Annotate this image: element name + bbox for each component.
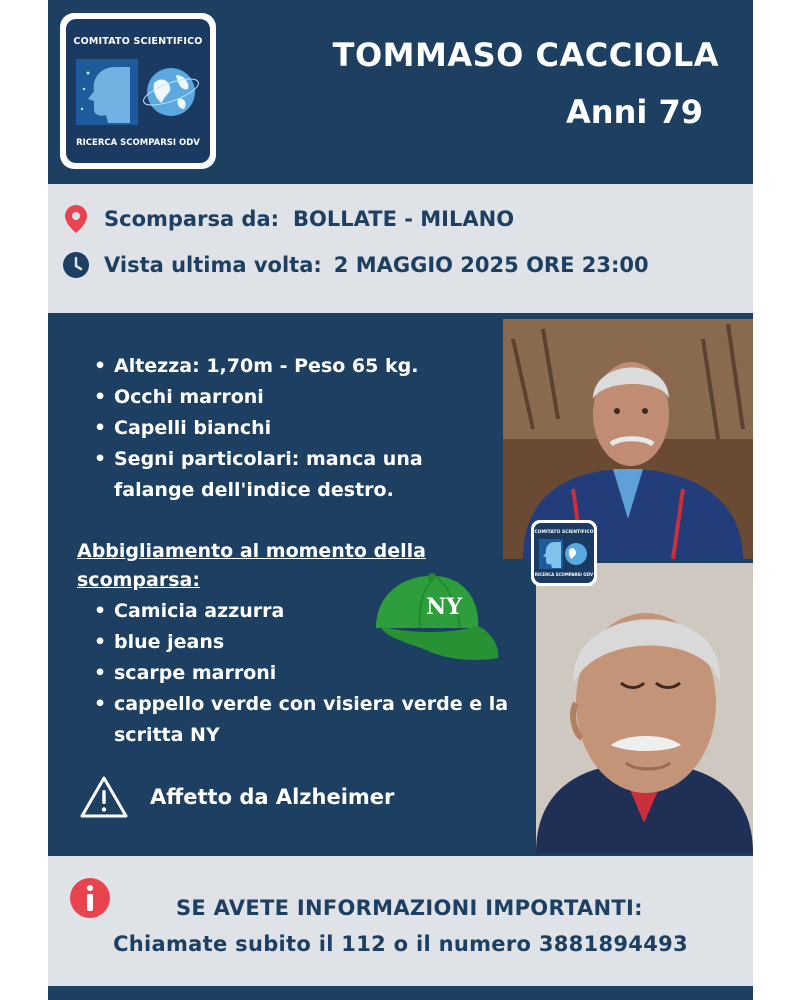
logo-top-text: COMITATO SCIENTIFICO <box>534 530 594 535</box>
clothing-title: Abbigliamento al momento della scomparsa: <box>77 540 426 591</box>
list-item: • Altezza: 1,70m - Peso 65 kg. <box>94 351 474 382</box>
organization-logo-small <box>531 520 597 586</box>
missing-person-poster <box>48 0 753 1000</box>
contact-heading: SE AVETE INFORMAZIONI IMPORTANTI: <box>176 896 643 920</box>
person-name: TOMMASO CACCIOLA <box>332 36 719 74</box>
list-item: • blue jeans <box>94 627 514 658</box>
person-photo-2 <box>536 563 753 853</box>
clock-icon <box>62 251 90 279</box>
list-item: • scarpe marroni <box>94 658 514 689</box>
place-label: Scomparsa da: <box>104 207 280 231</box>
person-age: Anni 79 <box>566 93 703 131</box>
last-seen-label: Vista ultima volta: <box>104 253 322 277</box>
last-seen-value: 2 MAGGIO 2025 ORE 23:00 <box>333 253 649 277</box>
warning-icon <box>80 775 128 819</box>
info-icon <box>70 878 110 918</box>
list-item: • Capelli bianchi <box>94 413 474 444</box>
ai-face-icon <box>76 59 138 125</box>
list-item: • Segni particolari: manca una falange dell'indice destro. <box>94 444 474 506</box>
details-panel <box>48 313 753 856</box>
baseball-cap-icon <box>366 568 502 678</box>
poster-header <box>48 0 753 184</box>
list-item: • Occhi marroni <box>94 382 474 413</box>
medical-note-text: Affetto da Alzheimer <box>150 785 395 809</box>
globe-icon <box>140 59 202 125</box>
organization-logo <box>60 13 216 169</box>
contact-line: Chiamate subito il 112 o il numero 3881894493 <box>113 932 688 956</box>
medical-note <box>80 775 394 819</box>
location-pin-icon <box>62 205 90 233</box>
list-item: • Camicia azzurra <box>94 596 514 627</box>
logo-bottom-text: RICERCA SCOMPARSI ODV <box>76 138 200 148</box>
logo-bottom-text: RICERCA SCOMPARSI ODV <box>534 572 594 577</box>
logo-top-text: COMITATO SCIENTIFICO <box>73 36 203 47</box>
cap-logo-text: NY <box>426 594 462 620</box>
place-value: BOLLATE - MILANO <box>293 207 515 231</box>
last-seen-row <box>62 251 649 279</box>
disappearance-place-row <box>62 205 514 233</box>
globe-icon <box>539 539 589 569</box>
physical-features-list <box>94 351 474 506</box>
list-item: • cappello verde con visiera verde e la scritta NY <box>94 689 514 751</box>
bottom-bar <box>48 986 753 1000</box>
